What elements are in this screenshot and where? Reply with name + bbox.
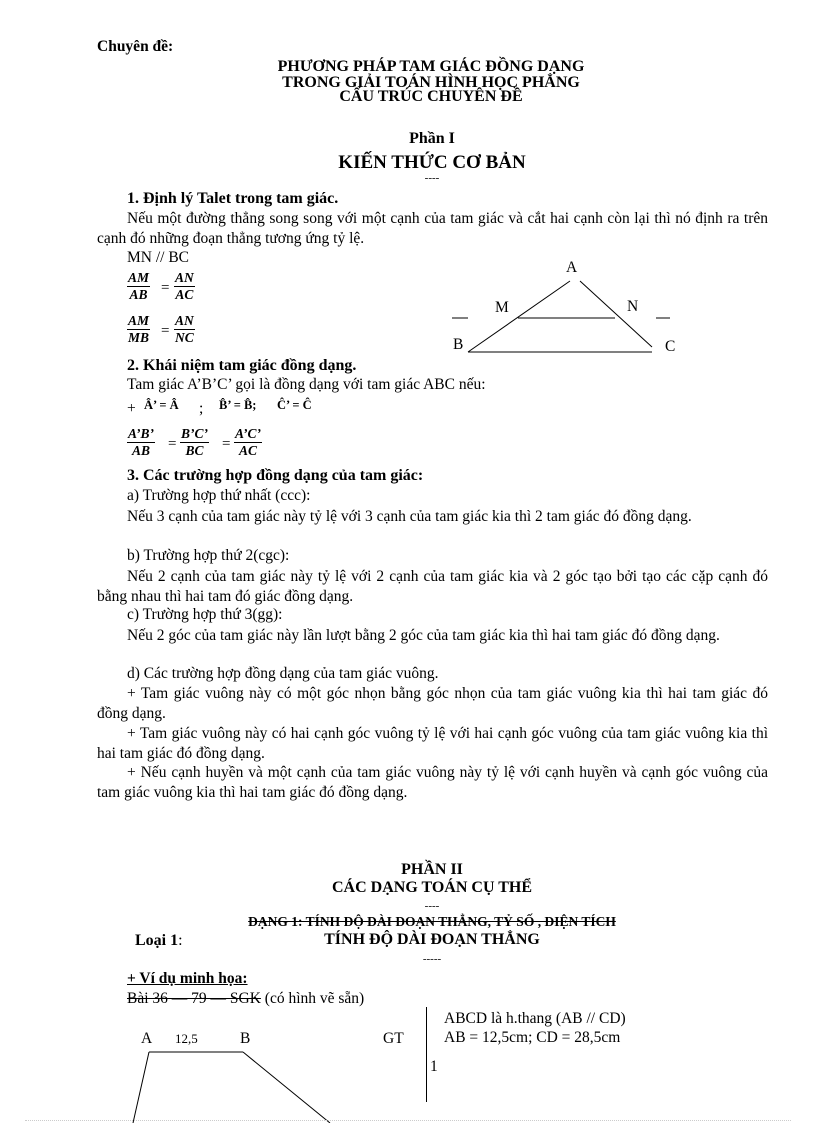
sec3-heading: 3. Các trường hợp đồng dạng của tam giác: [127, 467, 424, 484]
loai1-label-text: Loại 1 [135, 932, 179, 949]
side-ac [580, 281, 652, 347]
case-d-item-3: + Nếu cạnh huyền và một cạnh của tam giác vuông này tỷ lệ với cạnh huyền và cạnh góc vuông của tam giác vuông kia thì hai tam giác đó đồng dạng. [97, 764, 768, 801]
fraction [180, 426, 209, 459]
equals-sign: = [161, 323, 170, 339]
sec1-heading: 1. Định lý Talet trong tam giác. [127, 190, 339, 207]
case-c-title: c) Trường hợp thứ 3(gg): [127, 606, 283, 623]
side-ab [468, 281, 570, 352]
exercise-note: (có hình vẽ sẵn) [264, 990, 365, 1007]
sec2-heading: 2. Khái niệm tam giác đồng dạng. [127, 357, 357, 374]
case-a-title: a) Trường hợp thứ nhất (ccc): [127, 487, 311, 504]
angle-equality-a: Â’ = Â [144, 398, 179, 412]
figure-length-ab: 12,5 [175, 1031, 198, 1046]
title-line-2: TRONG GIẢI TOÁN HÌNH HỌC PHẲNG [282, 74, 580, 91]
topic-label: Chuyên đề: [97, 38, 174, 55]
denominator: BC [185, 443, 204, 458]
equals-sign: = [168, 436, 177, 452]
equals-sign: = [222, 436, 231, 452]
sec2-text: Tam giác A’B’C’ gọi là đồng dạng với tam giác ABC nếu: [127, 376, 486, 393]
numerator: B’C’ [181, 426, 208, 441]
numerator: AM [128, 270, 150, 285]
title-line-1: PHƯƠNG PHÁP TAM GIÁC ĐỒNG DẠNG [277, 58, 585, 75]
numerator: A’C’ [235, 426, 261, 441]
title-line-3: CẤU TRÚC CHUYÊN ĐỀ [339, 88, 523, 105]
gt-line-1: ABCD là h.thang (AB // CD) [444, 1010, 626, 1027]
case-c-text: Nếu 2 góc của tam giác này lần lượt bằng 2 góc của tam giác kia thì hai tam giác đó đồng dạng. [127, 627, 720, 644]
loai1-label [135, 932, 183, 950]
case-d-title: d) Các trường hợp đồng dạng của tam giác vuông. [127, 665, 439, 682]
fraction [127, 426, 155, 459]
case-d-item-2: + Tam giác vuông này có hai cạnh góc vuông tỷ lệ với hai cạnh góc vuông của tam giác vuông kia thì hai tam giác đó đồng dạng. [97, 725, 768, 762]
case-b-title: b) Trường hợp thứ 2(cgc): [127, 547, 290, 564]
fraction [174, 313, 195, 346]
denominator: NC [175, 330, 194, 345]
case-b-text: Nếu 2 cạnh của tam giác này tỷ lệ với 2 cạnh của tam giác kia và 2 góc tạo bởi tạo các cặp cạnh đó bằng nhau thì hai tam đó giác đồng dạng. [97, 568, 768, 605]
page-bottom-border [25, 1120, 791, 1121]
figure-vertex-b: B [240, 1030, 251, 1047]
gt-line-3: 1 [430, 1058, 438, 1075]
vertex-a-label: A [566, 259, 578, 276]
equals-sign: = [161, 280, 170, 296]
part2-label: PHẦN II [401, 861, 463, 878]
angle-equality-b: B̂’ = B̂; [219, 398, 257, 412]
vertex-c-label: C [665, 338, 676, 355]
numerator: A’B’ [128, 426, 154, 441]
numerator: AN [175, 313, 194, 328]
loai1-title: TÍNH ĐỘ DÀI ĐOẠN THẲNG [324, 931, 540, 948]
denominator: AB [131, 443, 150, 458]
gt-divider [426, 1007, 427, 1102]
denominator: MB [128, 330, 150, 345]
numerator: AM [128, 313, 150, 328]
case-a-text: Nếu 3 cạnh của tam giác này tỷ lệ với 3 cạnh của tam giác kia thì 2 tam giác đó đồng dạng. [127, 508, 692, 525]
segment-bc [243, 1052, 330, 1123]
loai1-colon: : [178, 932, 183, 949]
gt-line-2: AB = 12,5cm; CD = 28,5cm [444, 1029, 621, 1046]
part1-label: Phần I [409, 130, 455, 147]
sec1-condition: MN // BC [127, 249, 190, 266]
numerator: AN [175, 270, 194, 285]
trapezoid-figure [125, 1040, 345, 1123]
fraction [174, 270, 195, 303]
segment-ad [133, 1052, 149, 1123]
angle-equality-c: Ĉ’ = Ĉ [277, 398, 312, 412]
part2-dashes: ---- [424, 900, 440, 912]
loai1-dashes: ----- [422, 953, 442, 965]
gt-label: GT [383, 1030, 404, 1047]
semicolon: ; [199, 400, 204, 417]
part1-dashes: ---- [424, 172, 440, 184]
fraction [127, 270, 150, 303]
vertex-m-label: M [495, 299, 509, 316]
denominator: AB [129, 287, 148, 302]
part2-title: CÁC DẠNG TOÁN CỤ THỂ [331, 879, 533, 896]
case-d-item-1: + Tam giác vuông này có một góc nhọn bằng góc nhọn của tam giác vuông kia thì hai tam giác đó đồng dạng. [97, 685, 768, 722]
vertex-b-label: B [453, 336, 464, 353]
vertex-n-label: N [627, 298, 639, 315]
sec1-text: Nếu một đường thẳng song song với một cạnh của tam giác và cắt hai cạnh còn lại thì nó định ra trên cạnh đó những đoạn thẳng tương ứng tỷ lệ. [97, 210, 768, 247]
denominator: AC [238, 443, 257, 458]
fraction [127, 313, 150, 346]
example-heading: + Ví dụ minh họa: [127, 970, 248, 987]
dang1-heading: DẠNG 1: TÍNH ĐỘ DÀI ĐOẠN THẲNG, TỶ SỐ , DIỆN TÍCH [248, 914, 616, 929]
exercise-number: Bài 36 — 79 — SGK [127, 990, 261, 1007]
figure-vertex-a: A [141, 1030, 153, 1047]
exercise-ref [127, 990, 364, 1008]
denominator: AC [175, 287, 194, 302]
plus-sign: + [127, 400, 136, 417]
talet-triangle-figure [440, 255, 690, 360]
part1-title: KIẾN THỨC CƠ BẢN [338, 152, 526, 173]
fraction [234, 426, 262, 459]
